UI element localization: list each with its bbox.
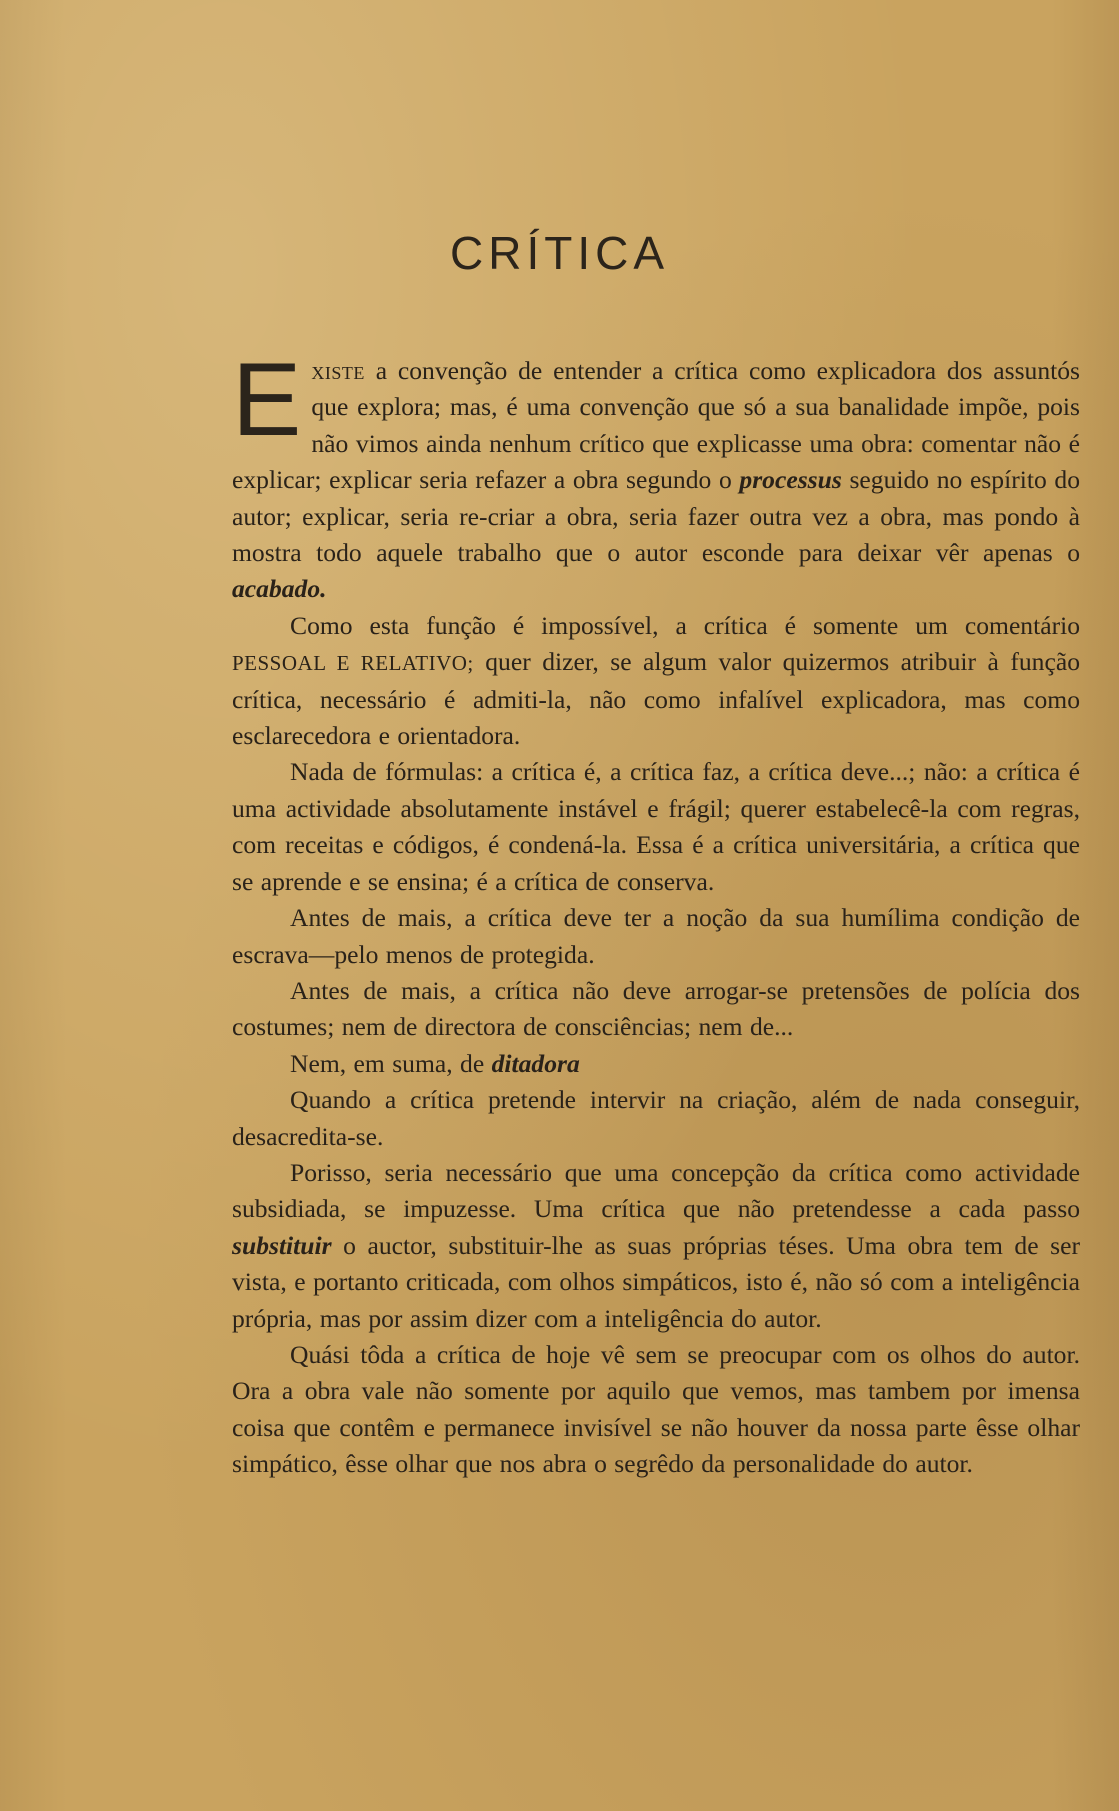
- lead-word: xiste: [311, 356, 365, 385]
- small-caps-phrase: PESSOAL E RELATIVO;: [232, 651, 474, 676]
- emphasis: ditadora: [491, 1048, 580, 1078]
- body-text: [232, 342, 1080, 1483]
- paragraph-2: [232, 608, 1080, 755]
- paragraph-3: Nada de fórmulas: a crítica é, a crítica faz, a crítica deve...; não: a crítica é uma actividade absolutamente instável e frágil; querer estabelecê-la com regras, com receitas e códigos, é condená-la. Essa é a crítica universitária, a crítica que se aprende e se ensina; é a crítica de conserva.: [232, 757, 1080, 896]
- paragraph-8: [232, 1155, 1080, 1337]
- paragraph-text: a convenção de entender a crítica como explicadora dos assuntós que explora; mas, é uma convenção que só a sua banalidade impõe, pois não vimos ainda nenhum crítico que explicasse uma obra: comentar não é explicar; explicar seria refazer a obra segundo o: [232, 356, 1080, 495]
- drop-cap: E: [232, 342, 302, 458]
- paragraph-text: Porisso, seria necessário que uma concepção da crítica como actividade subsidiada, se impuzesse. Uma crítica que não pretendesse a cada passo: [232, 1157, 1080, 1224]
- paragraph-1: [232, 342, 1080, 608]
- paragraph-text: o auctor, substituir-lhe as suas próprias téses. Uma obra tem de ser vista, e portanto criticada, com olhos simpáticos, isto é, não só com a inteligência própria, mas por assim dizer com a inteligência do autor.: [232, 1230, 1080, 1333]
- paragraph-text: seguido no espírito do autor; explicar, seria re-criar a obra, seria fazer outra vez a obra, mas pondo à mostra todo aquele trabalho que o autor esconde para deixar vêr apenas o: [232, 465, 1080, 568]
- paragraph-5: Antes de mais, a crítica não deve arrogar-se pretensões de polícia dos costumes; nem de directora de consciências; nem de...: [232, 975, 1080, 1042]
- paragraph-6: [232, 1046, 1080, 1082]
- paragraph-text: Nem, em suma, de: [290, 1048, 485, 1078]
- emphasis: substituir: [232, 1230, 332, 1260]
- paragraph-text: Como esta função é impossível, a crítica é somente um comentário: [290, 610, 1080, 640]
- emphasis: acabado.: [232, 574, 327, 604]
- paragraph-4: Antes de mais, a crítica deve ter a noção da sua humílima condição de escrava—pelo menos de protegida.: [232, 903, 1080, 969]
- page-title: CRÍTICA: [450, 227, 669, 279]
- emphasis: processus: [739, 465, 842, 495]
- paragraph-7: Quando a crítica pretende intervir na criação, além de nada conseguir, desacredita-se.: [232, 1085, 1080, 1151]
- paragraph-9: Quási tôda a crítica de hoje vê sem se preocupar com os olhos do autor. Ora a obra vale não somente por aquilo que vemos, mas tambem por imensa coisa que contêm e permanece invisível se não houver da nossa parte êsse olhar simpático, êsse olhar que nos abra o segrêdo da personalidade do autor.: [232, 1339, 1080, 1479]
- paragraph-text: quer dizer, se algum valor quizermos atribuir à função crítica, necessário é admiti-la, não como infalível explicadora, mas como esclarecedora e orientadora.: [232, 647, 1080, 751]
